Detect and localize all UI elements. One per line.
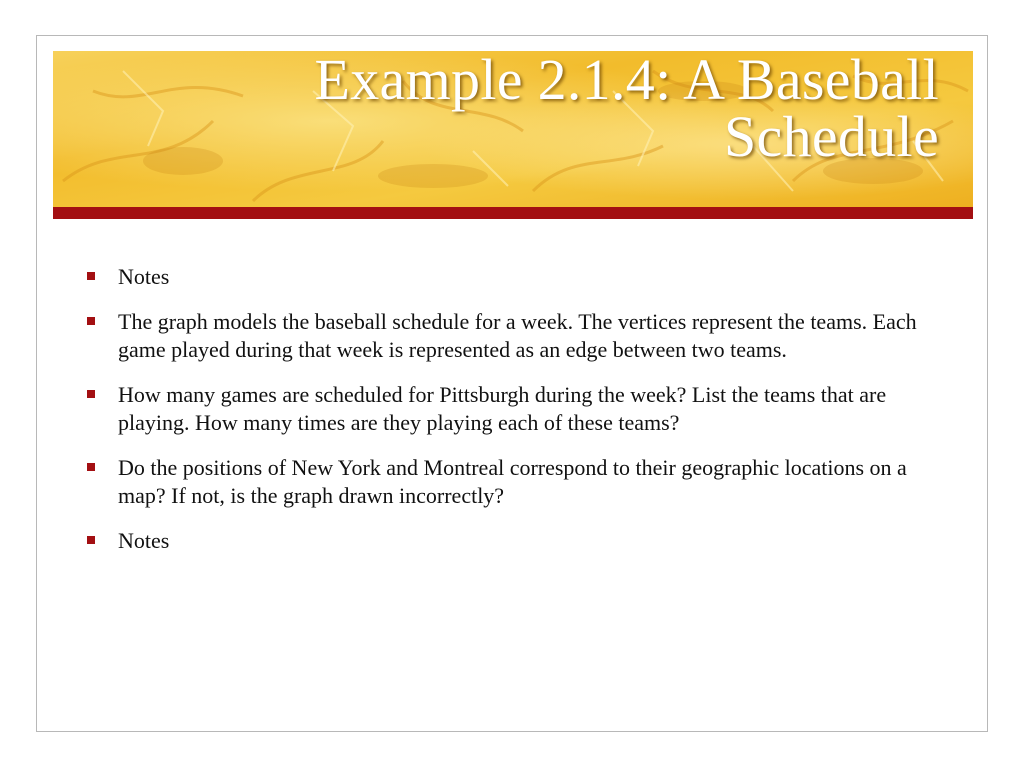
title-banner bbox=[53, 51, 973, 207]
square-bullet-icon bbox=[87, 317, 95, 325]
bullet-item bbox=[83, 454, 943, 510]
bullet-text: How many games are scheduled for Pittsburgh during the week? List the teams that are playing. How many times are they playing each of these teams? bbox=[118, 382, 887, 435]
bullet-list bbox=[83, 263, 943, 572]
bullet-text: Notes bbox=[118, 528, 170, 553]
slide-title-line-1: Example 2.1.4: A Baseball bbox=[314, 51, 939, 112]
title-divider-bar bbox=[53, 207, 973, 219]
bullet-text: The graph models the baseball schedule for a week. The vertices represent the teams. Each game played during that week is represented as an edge between two teams. bbox=[118, 309, 917, 362]
slide-title-line-2: Schedule bbox=[723, 104, 939, 169]
bullet-item bbox=[83, 308, 943, 364]
bullet-item bbox=[83, 527, 943, 555]
square-bullet-icon bbox=[87, 536, 95, 544]
bullet-item bbox=[83, 263, 943, 291]
bullet-item bbox=[83, 381, 943, 437]
square-bullet-icon bbox=[87, 390, 95, 398]
bullet-text: Notes bbox=[118, 264, 170, 289]
bullet-text: Do the positions of New York and Montreal correspond to their geographic locations on a map? If not, is the graph drawn incorrectly? bbox=[118, 455, 907, 508]
slide-title bbox=[314, 51, 939, 169]
square-bullet-icon bbox=[87, 272, 95, 280]
slide bbox=[36, 35, 988, 732]
square-bullet-icon bbox=[87, 463, 95, 471]
